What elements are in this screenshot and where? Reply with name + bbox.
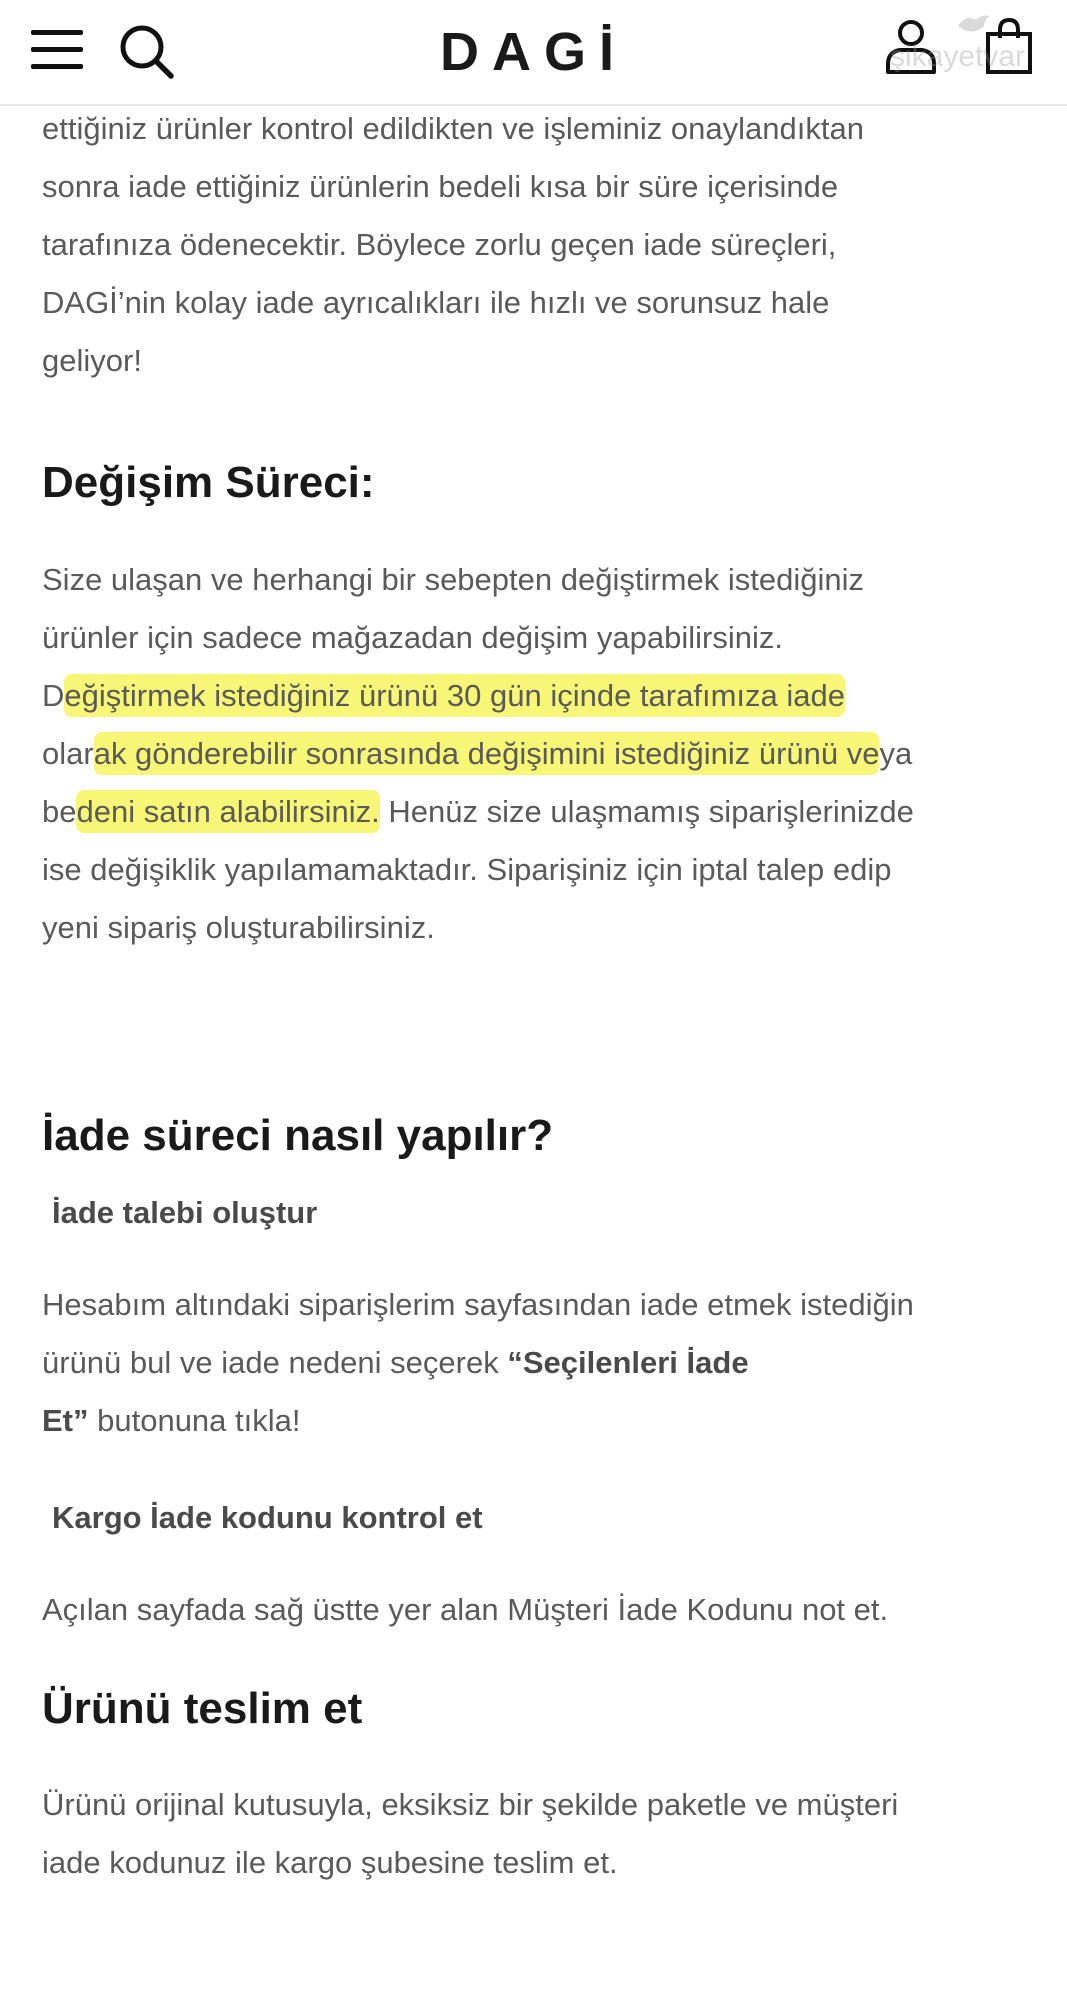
step-check-code-title: Kargo İade kodunu kontrol et (52, 1500, 483, 1535)
watermark-text: şikayetvar (890, 40, 1026, 73)
menu-icon[interactable] (31, 30, 83, 70)
highlighted-text: deni satın alabilirsiniz. (76, 790, 379, 833)
step-create-return-title: İade talebi oluştur (52, 1195, 318, 1230)
brand-logo[interactable]: DAGİ (440, 22, 627, 82)
exchange-line: yeni sipariş oluşturabilirsiniz. (42, 910, 435, 945)
step-text: butonuna tıkla! (88, 1403, 301, 1438)
intro-line: ettiğiniz ürünler kontrol edildikten ve işleminiz onaylandıktan (42, 111, 864, 146)
step-line (42, 1334, 1042, 1392)
watermark-bird-icon (956, 12, 992, 34)
step-line (42, 1392, 1042, 1450)
highlighted-text: eğiştirmek istediğiniz ürünü 30 gün içinde tarafımıza iade (64, 674, 845, 717)
menu-icon-bar (31, 64, 83, 69)
exchange-line: Size ulaşan ve herhangi bir sebepten değiştirmek istediğiniz (42, 562, 864, 597)
step-check-code-text: Açılan sayfada sağ üstte yer alan Müşteri İade Kodunu not et. (42, 1592, 889, 1627)
exchange-line: ürünler için sadece mağazadan değişim yapabilirsiniz. (42, 620, 783, 655)
intro-line: geliyor! (42, 343, 142, 378)
menu-icon-bar (31, 47, 83, 52)
exchange-text: D (42, 678, 65, 713)
exchange-heading: Değişim Süreci: (42, 458, 375, 507)
exchange-line (42, 725, 1042, 783)
exchange-text: olar (42, 736, 94, 771)
exchange-text: be (42, 794, 77, 829)
intro-paragraph (42, 100, 864, 390)
exchange-line: ise değişiklik yapılamamaktadır. Siparişiniz için iptal talep edip (42, 852, 892, 887)
intro-line: tarafınıza ödenecektir. Böylece zorlu geçen iade süreçleri, (42, 227, 837, 262)
delivery-heading: Ürünü teslim et (42, 1684, 363, 1733)
exchange-line (42, 783, 1042, 841)
menu-icon-bar (31, 30, 83, 35)
site-header (0, 0, 1067, 106)
delivery-line: Ürünü orijinal kutusuyla, eksiksiz bir şekilde paketle ve müşteri (42, 1787, 899, 1822)
return-selected-button-label: “Seçilenleri İade (507, 1345, 749, 1380)
exchange-text: Henüz size ulaşmamış siparişlerinizde (379, 794, 914, 829)
return-selected-button-label: Et” (42, 1403, 89, 1438)
exchange-paragraph (42, 551, 1042, 957)
highlighted-text: ak gönderebilir sonrasında değişimini istediğiniz ürünü ve (94, 732, 880, 775)
delivery-line: iade kodunuz ile kargo şubesine teslim et. (42, 1845, 618, 1880)
step-line: Hesabım altındaki siparişlerim sayfasından iade etmek istediğin (42, 1287, 914, 1322)
exchange-line (42, 667, 1042, 725)
search-icon[interactable] (117, 22, 175, 80)
intro-line: sonra iade ettiğiniz ürünlerin bedeli kısa bir süre içerisinde (42, 169, 839, 204)
exchange-text: ya (879, 736, 913, 771)
step-text: ürünü bul ve iade nedeni seçerek (42, 1345, 508, 1380)
intro-line: DAGİ’nin kolay iade ayrıcalıkları ile hızlı ve sorunsuz hale (42, 285, 830, 320)
return-process-heading: İade süreci nasıl yapılır? (42, 1111, 554, 1160)
step-create-return-text (42, 1276, 1042, 1450)
delivery-paragraph (42, 1776, 1042, 1892)
